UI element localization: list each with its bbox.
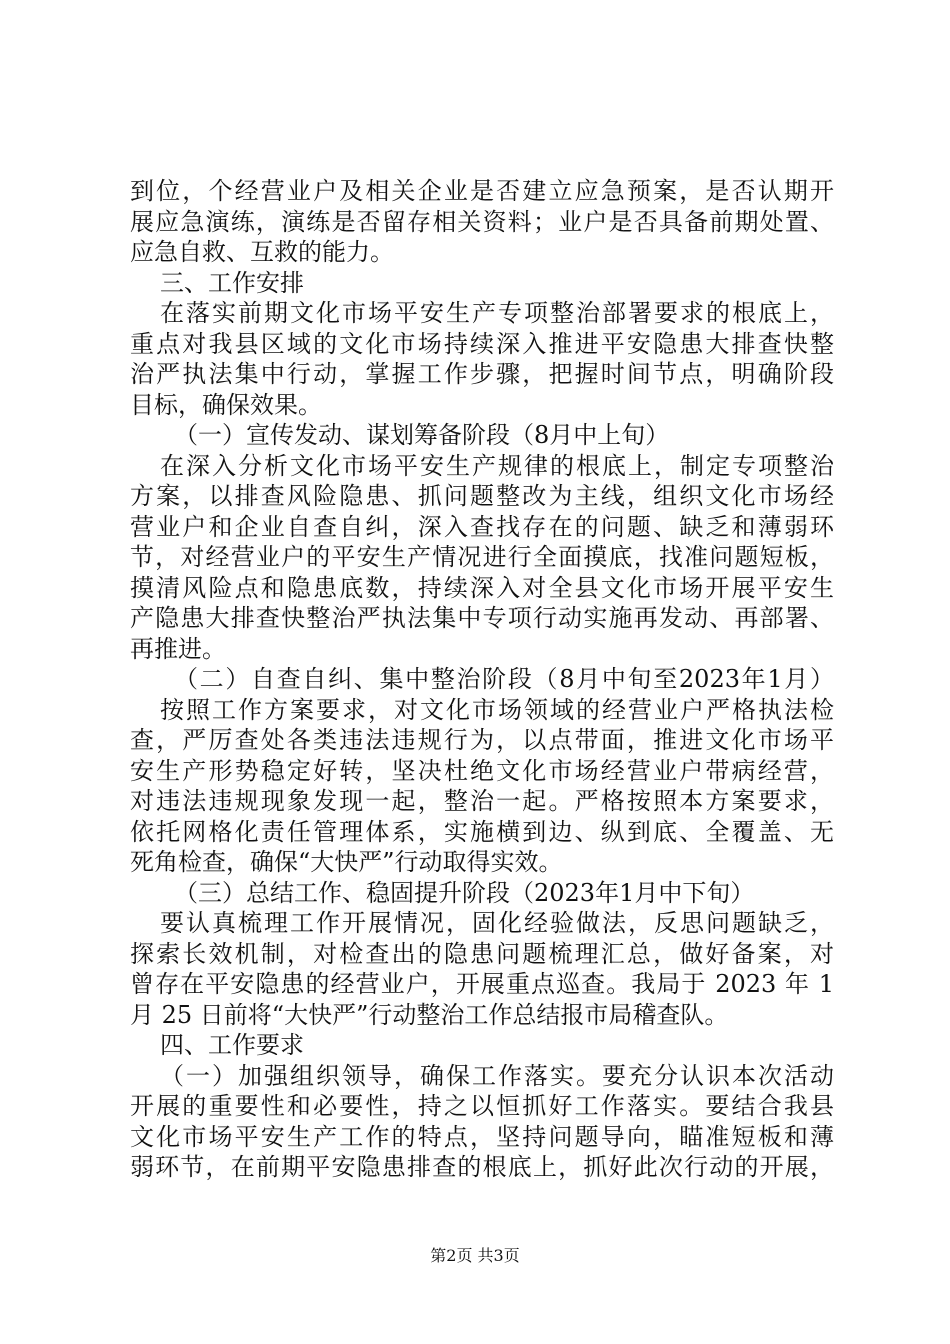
paragraph-line: 展应急演练，演练是否留存相关资料；业户是否具备前期处置、	[130, 207, 834, 236]
section-heading: 三、工作安排	[160, 268, 304, 297]
paragraph-line: 曾存在平安隐患的经营业户，开展重点巡查。我局于 2023 年 1	[130, 970, 834, 998]
paragraph-line: 依托网格化责任管理体系，实施横到边、纵到底、全覆盖、无	[130, 817, 834, 846]
paragraph-line: 重点对我县区域的文化市场持续深入推进平安隐患大排查快整	[130, 329, 834, 358]
paragraph-line: 安生产形势稳定好转，坚决杜绝文化市场经营业户带病经营，	[130, 756, 834, 785]
paragraph-line: 节，对经营业户的平安生产情况进行全面摸底，找准问题短板，	[130, 543, 834, 571]
subsection-heading: （二）自查自纠、集中整治阶段（8月中旬至2023年1月）	[174, 665, 834, 693]
paragraph-line: 治严执法集中行动，掌握工作步骤，把握时间节点，明确阶段	[130, 360, 834, 388]
document-body	[130, 176, 834, 1183]
paragraph-line: 弱环节，在前期平安隐患排查的根底上，抓好此次行动的开展，	[130, 1153, 834, 1181]
paragraph-line: 目标，确保效果。	[130, 390, 322, 419]
page-number-footer: 第2页 共3页	[430, 1246, 520, 1265]
paragraph-line: 产隐患大排查快整治严执法集中专项行动实施再发动、再部署、	[130, 604, 834, 632]
paragraph-line: 要认真梳理工作开展情况，固化经验做法，反思问题缺乏，	[160, 909, 834, 937]
paragraph-line: 营业户和企业自查自纠，深入查找存在的问题、缺乏和薄弱环	[130, 512, 834, 541]
paragraph-line: 在落实前期文化市场平安生产专项整治部署要求的根底上，	[160, 299, 834, 327]
section-heading: 四、工作要求	[160, 1031, 304, 1059]
paragraph-line: 对违法违规现象发现一起，整治一起。严格按照本方案要求，	[130, 787, 834, 815]
paragraph-line: 按照工作方案要求，对文化市场领域的经营业户严格执法检	[160, 695, 834, 724]
paragraph-line: 查，严厉查处各类违法违规行为，以点带面，推进文化市场平	[130, 726, 834, 754]
paragraph-line: 摸清风险点和隐患底数，持续深入对全县文化市场开展平安生	[130, 573, 834, 602]
subsection-heading: （一）宣传发动、谋划筹备阶段（8月中上旬）	[174, 421, 670, 449]
paragraph-line: 再推进。	[130, 634, 226, 663]
subsection-heading: （三）总结工作、稳固提升阶段（2023年1月中下旬）	[174, 878, 755, 907]
paragraph-line: 文化市场平安生产工作的特点，坚持问题导向，瞄准短板和薄	[130, 1122, 834, 1151]
paragraph-line: 月 25 日前将“大快严”行动整治工作总结报市局稽查队。	[130, 1000, 729, 1029]
paragraph-line: 到位，个经营业户及相关企业是否建立应急预案，是否认期开	[130, 177, 834, 205]
paragraph-line: 探索长效机制，对检查出的隐患问题梳理汇总，做好备案，对	[130, 939, 834, 968]
paragraph-line: 死角检查，确保“大快严”行动取得实效。	[130, 848, 563, 876]
paragraph-line: 方案，以排查风险隐患、抓问题整改为主线，组织文化市场经	[130, 482, 834, 510]
paragraph-line: （一）加强组织领导，确保工作落实。要充分认识本次活动	[160, 1061, 834, 1090]
paragraph-line: 在深入分析文化市场平安生产规律的根底上，制定专项整治	[160, 451, 834, 480]
paragraph-line: 应急自救、互救的能力。	[130, 238, 394, 266]
paragraph-line: 开展的重要性和必要性，持之以恒抓好工作落实。要结合我县	[130, 1092, 834, 1120]
